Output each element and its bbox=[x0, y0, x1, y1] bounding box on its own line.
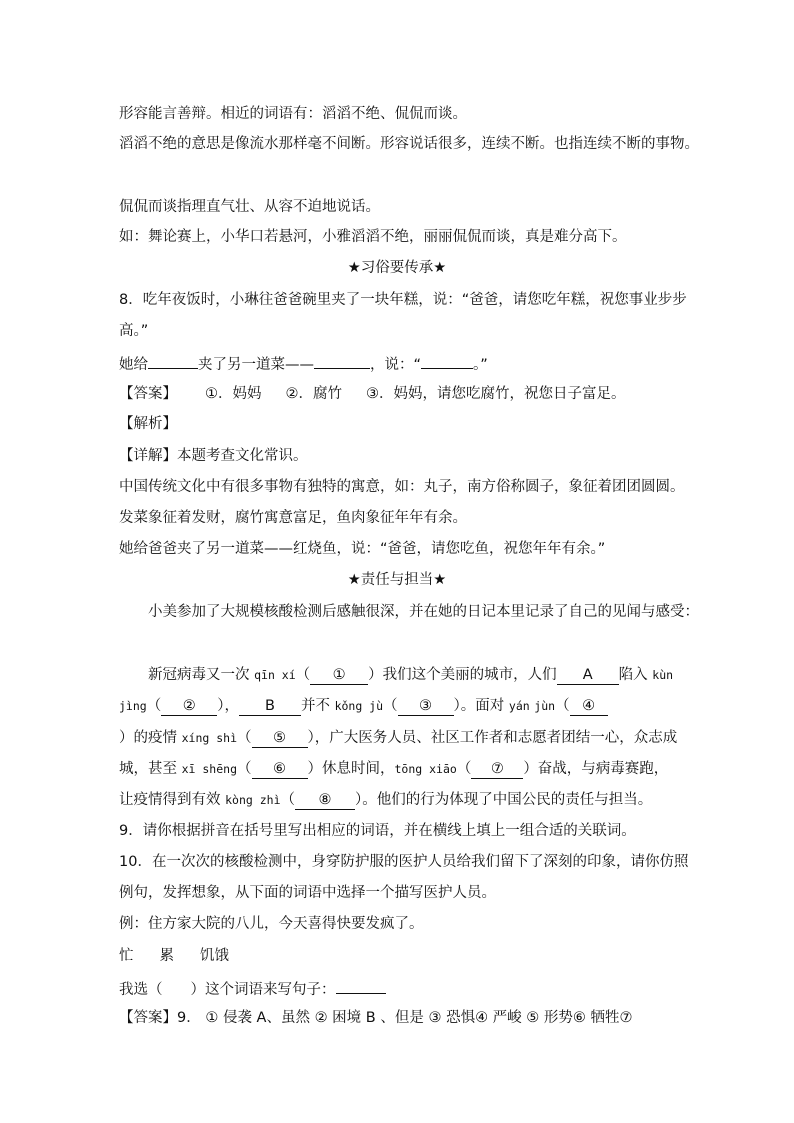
answer-9-line: 【答案】9． ① 侵袭 A、虽然 ② 困境 B 、但是 ③ 恐惧④ 严峻 ⑤ 形势⑥ 牺牲⑦ bbox=[119, 1010, 633, 1026]
intro-line: 小美参加了大规模核酸检测后感触很深，并在她的日记本里记录了自己的见闻与感受： bbox=[148, 604, 699, 620]
pinyin: jìng bbox=[119, 699, 147, 713]
explanation-line: 发菜象征着发财，腐竹寓意富足，鱼肉象征年年有余。 bbox=[119, 510, 467, 526]
text-span: ）的疫情 bbox=[119, 730, 177, 746]
text-span: ）。他们的行为体现了中国公民的责任与担当。 bbox=[355, 792, 653, 808]
passage-line-3 bbox=[119, 728, 679, 748]
passage-line-5 bbox=[119, 790, 679, 810]
blank-2: ② bbox=[161, 699, 217, 716]
blank-5: ⑤ bbox=[252, 731, 308, 748]
blank-6: ⑥ bbox=[252, 762, 308, 779]
blank-B: B bbox=[239, 699, 301, 716]
text-span: ）休息时间， bbox=[307, 761, 395, 777]
word-choices bbox=[119, 946, 679, 966]
text-span: 让疫情得到有效 bbox=[119, 792, 221, 808]
blank-A: A bbox=[557, 668, 619, 685]
question-8-line1: 8．吃年夜饭时，小琳往爸爸碗里夹了一块年糕，说：“爸爸，请您吃年糕，祝您事业步步 bbox=[119, 292, 687, 308]
text-span: ）我们这个美丽的城市，人们 bbox=[368, 667, 557, 683]
example-sentence: 例：住方家大院的八儿，今天喜得快要发疯了。 bbox=[119, 916, 424, 932]
detail-line: 【详解】本题考查文化常识。 bbox=[119, 448, 308, 464]
pinyin: kùn bbox=[652, 668, 674, 682]
pinyin: xíng shì bbox=[181, 731, 237, 745]
blank-1: ① bbox=[310, 668, 368, 685]
blank-7: ⑦ bbox=[471, 762, 523, 779]
pinyin: qīn xí bbox=[254, 668, 296, 682]
paragraph-line: 滔滔不绝的意思是像流水那样毫不间断。形容说话很多，连续不断。也指连续不断的事物。 bbox=[119, 136, 699, 152]
explanation-line: 中国传统文化中有很多事物有独特的寓意，如：丸子，南方俗称圆子，象征着团团圆圆。 bbox=[119, 479, 685, 495]
paragraph-line: 侃侃而谈指理直气壮、从容不迫地说话。 bbox=[119, 199, 380, 215]
text-span: ），广大医务人员、社区工作者和志愿者团结一心，众志成 bbox=[307, 730, 678, 746]
section-heading: ★责任与担当★ bbox=[347, 572, 447, 588]
text-span: （ bbox=[456, 761, 472, 777]
blank-line bbox=[421, 352, 473, 369]
blank-line bbox=[336, 977, 386, 994]
answer-tag: 【答案】 bbox=[119, 386, 177, 402]
text-span: 新冠病毒又一次 bbox=[148, 667, 250, 683]
paragraph-line: 形容能言善辩。相近的词语有：滔滔不绝、侃侃而谈。 bbox=[119, 106, 467, 122]
answer-item: ①．妈妈 bbox=[205, 386, 262, 402]
text-span: （ bbox=[146, 698, 162, 714]
text-span: ）这个词语来写句子： bbox=[190, 982, 336, 998]
paragraph-line: 如：舞论赛上，小华口若悬河，小雅滔滔不绝，丽丽侃侃而谈，真是难分高下。 bbox=[119, 229, 627, 245]
pinyin: kòng zhì bbox=[225, 793, 281, 807]
blank-3: ③ bbox=[398, 699, 454, 716]
text-span: 夹了另一道菜—— bbox=[198, 357, 314, 373]
text-span: （ bbox=[295, 667, 311, 683]
text-span: ）， bbox=[217, 698, 239, 714]
text-span: （ bbox=[280, 792, 295, 808]
explanation-line: 她给爸爸夹了另一道菜——红烧鱼，说：“爸爸，请您吃鱼，祝您年年有余。” bbox=[119, 541, 606, 557]
passage-line-2 bbox=[119, 696, 679, 716]
passage-line-4 bbox=[119, 759, 679, 779]
blank-8: ⑧ bbox=[295, 793, 355, 810]
text-span: 城，甚至 bbox=[119, 761, 177, 777]
pinyin: xī shēng bbox=[181, 762, 237, 776]
text-span: 。” bbox=[473, 357, 488, 373]
question-8-fill-line bbox=[119, 352, 679, 375]
pinyin: yán bbox=[508, 699, 530, 713]
answer-8-line bbox=[119, 384, 679, 404]
blank-line bbox=[148, 352, 198, 369]
word-option: 饥饿 bbox=[200, 948, 229, 964]
passage-line-1 bbox=[148, 665, 708, 685]
text-span: （ bbox=[555, 698, 570, 714]
answer-item: ②．腐竹 bbox=[285, 386, 342, 402]
pinyin: jùn bbox=[534, 699, 556, 713]
question-10-line2: 例句，发挥想象，从下面的词语中选择一个描写医护人员。 bbox=[119, 885, 496, 901]
word-option: 忙 bbox=[119, 948, 134, 964]
text-span: 我选（ bbox=[119, 982, 163, 998]
answer-item: ③．妈妈，请您吃腐竹，祝您日子富足。 bbox=[366, 386, 626, 402]
text-span: ）。面对 bbox=[453, 698, 505, 714]
question-8-line2: 高。” bbox=[119, 323, 149, 339]
pinyin: kǒng jù bbox=[334, 699, 384, 713]
word-option: 累 bbox=[159, 948, 174, 964]
question-10-line1: 10．在一次次的核酸检测中，身穿防护服的医护人员给我们留下了深刻的印象，请你仿照 bbox=[119, 854, 689, 870]
text-span: 陷入 bbox=[618, 667, 648, 683]
section-heading: ★习俗要传承★ bbox=[347, 260, 447, 276]
text-span: 并不 bbox=[300, 698, 330, 714]
text-span: ，说：“ bbox=[370, 357, 422, 373]
analysis-tag: 【解析】 bbox=[119, 416, 177, 432]
pinyin: tōng xiāo bbox=[394, 762, 457, 776]
text-span: （ bbox=[383, 698, 398, 714]
choose-line bbox=[119, 977, 679, 1000]
text-span: （ bbox=[237, 761, 252, 777]
text-span: ）奋战，与病毒赛跑， bbox=[523, 761, 669, 777]
blank-line bbox=[314, 352, 370, 369]
text-span: （ bbox=[237, 730, 252, 746]
blank-4: ④ bbox=[570, 699, 608, 716]
text-span: 她给 bbox=[119, 357, 148, 373]
question-9: 9．请你根据拼音在括号里写出相应的词语，并在横线上填上一组合适的关联词。 bbox=[119, 823, 636, 839]
